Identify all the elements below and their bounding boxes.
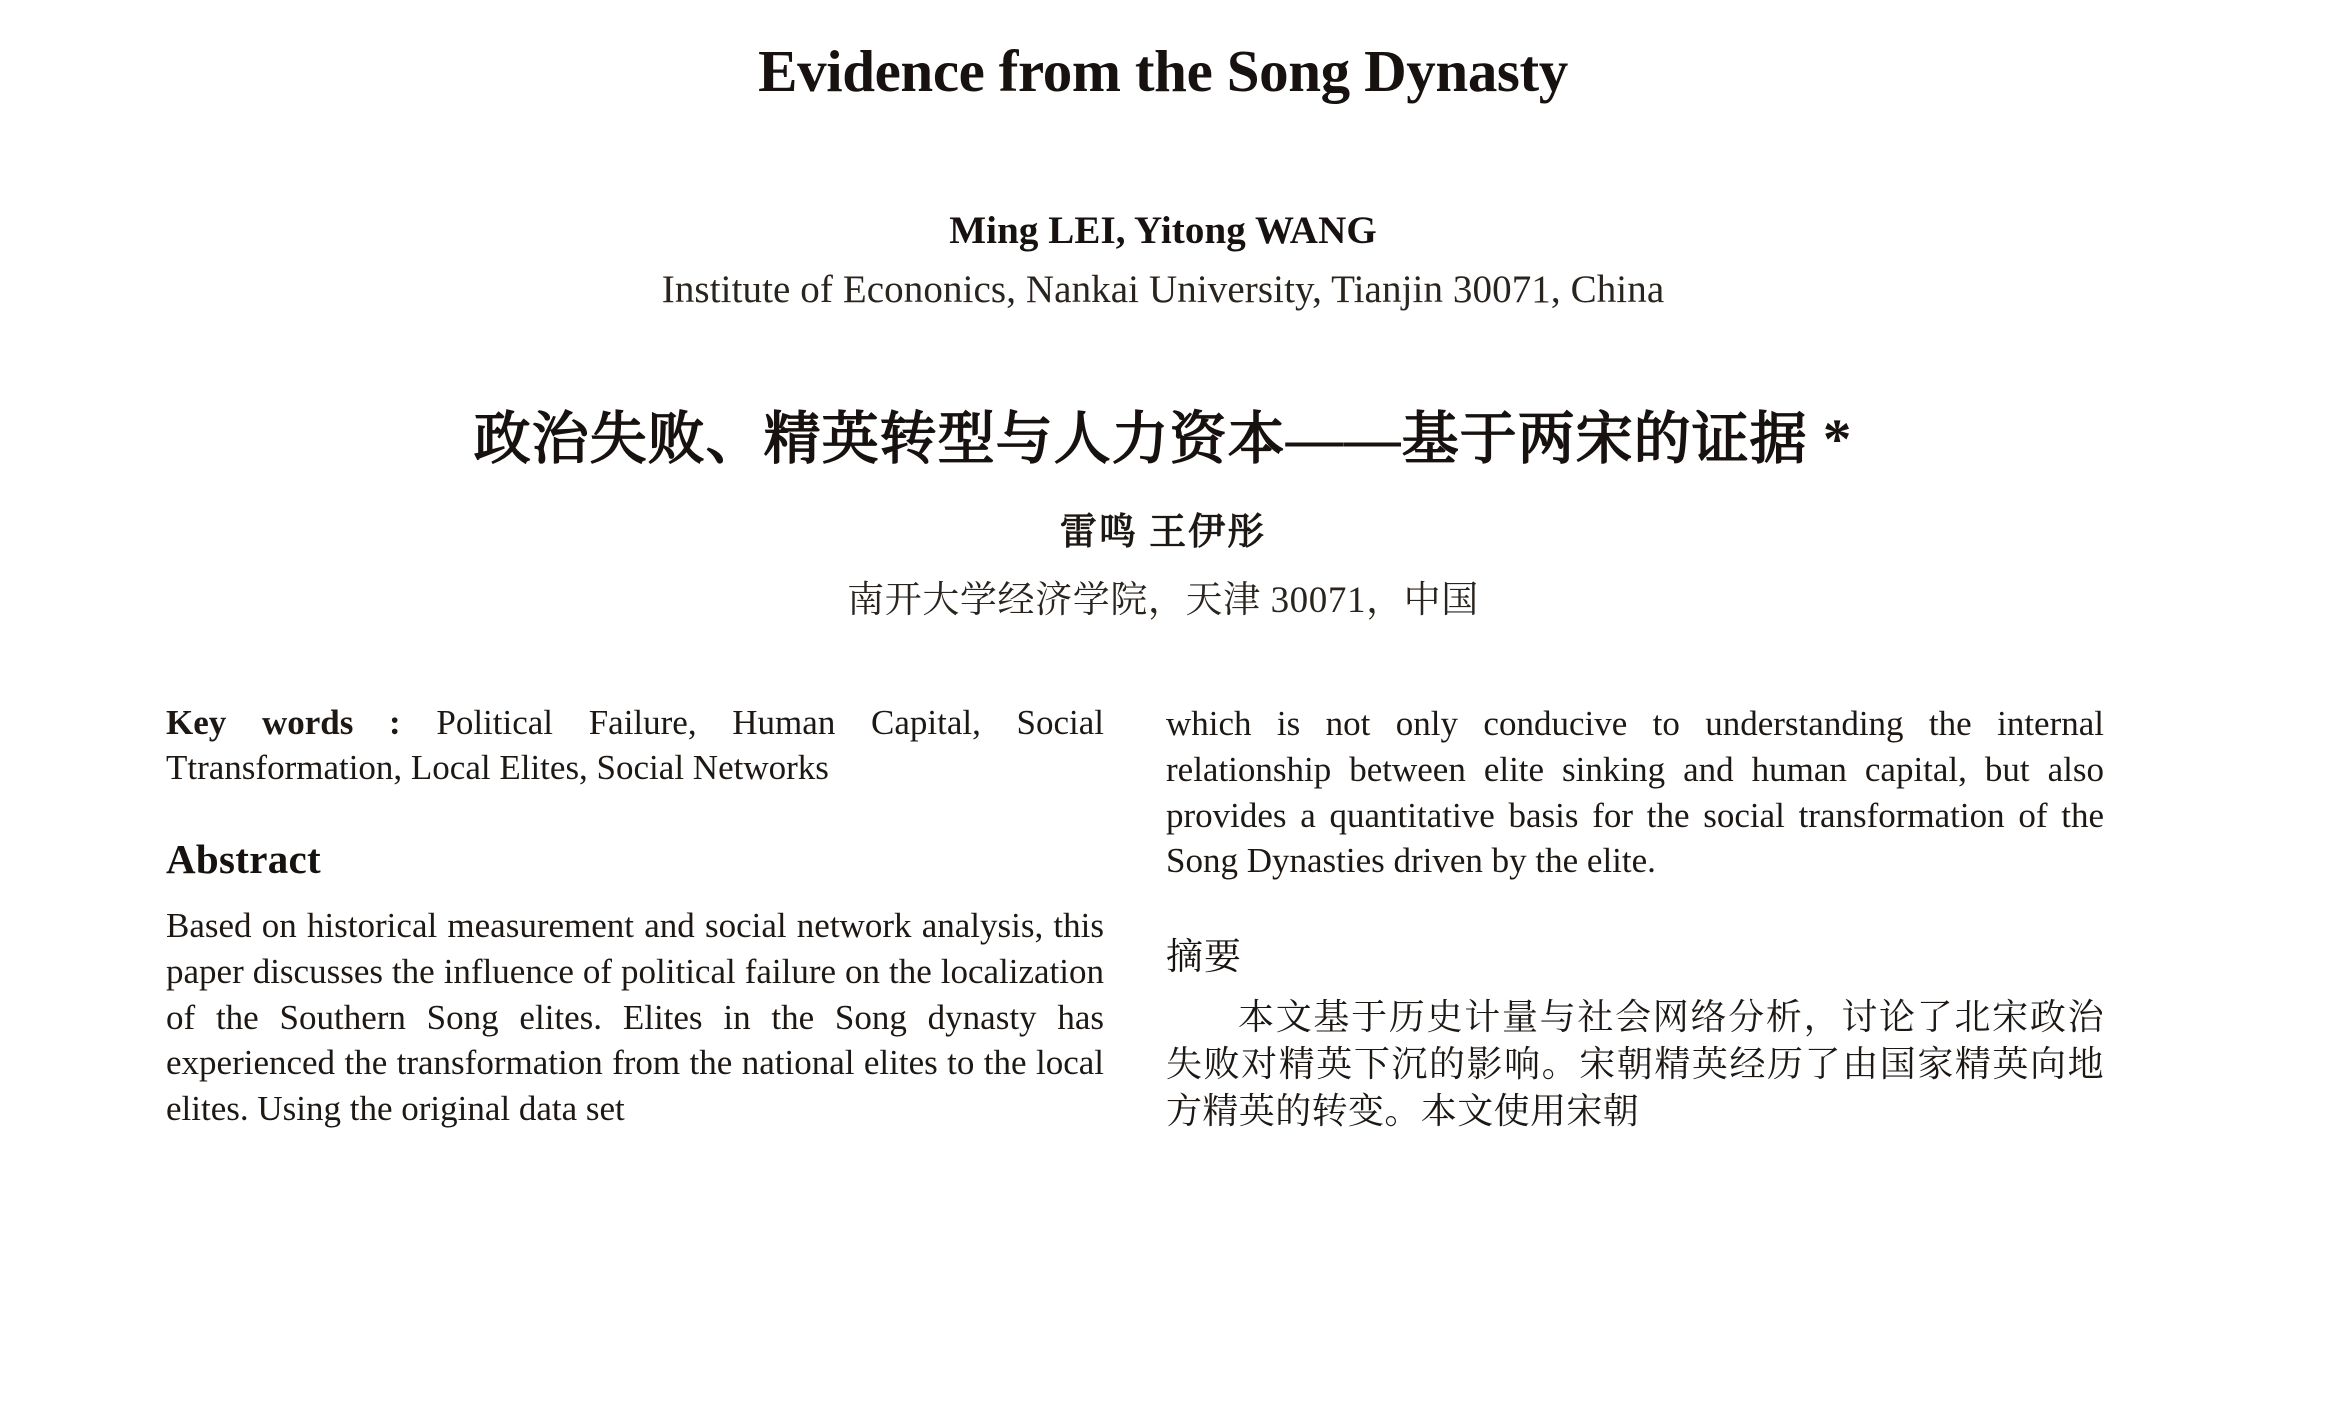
abstract-heading-english: Abstract — [166, 836, 321, 883]
abstract-body-english-continued: which is not only conducive to understanding the internal relationship between elite sinking and human capital, but also provides a quantitative basis for the social transformation of the Song Dynasties driven by the elite. — [1166, 704, 2104, 881]
page-title-chinese: 政治失败、精英转型与人力资本——基于两宋的证据 * — [473, 408, 1853, 472]
affiliation-chinese: 南开大学经济学院，天津 30071，中国 — [847, 580, 1479, 622]
keywords-line — [166, 701, 1104, 791]
abstract-heading-chinese: 摘要 — [1166, 937, 1242, 979]
abstract-body-english: Based on historical measurement and social network analysis, this paper discusses the influence of political failure on the localization of the Southern Song elites. Elites in the Song dynasty has experienced the transformation from the national elites to the local elites. Using the original data set — [166, 906, 1104, 1128]
right-column — [1166, 701, 2104, 1134]
abstract-body-chinese: 本文基于历史计量与社会网络分析，讨论了北宋政治失败对精英下沉的影响。宋朝精英经历了由国家精英向地方精英的转变。本文使用宋朝 — [1166, 997, 2104, 1131]
authors-chinese: 雷鸣 王伊彤 — [1059, 512, 1267, 554]
authors-english: Ming LEI, Yitong WANG — [949, 209, 1377, 253]
affiliation-english: Institute of Econonics, Nankai University, Tianjin 30071, China — [661, 268, 1665, 312]
two-column-body — [166, 701, 2160, 1134]
page-title-english: Evidence from the Song Dynasty — [758, 38, 1568, 104]
keywords-value: Political Failure, Human Capital, Social Ttransformation, Local Elites, Social Networks — [166, 703, 1105, 788]
paper-masthead — [166, 0, 2160, 623]
keywords-label: Key words : — [166, 703, 401, 743]
left-column — [166, 701, 1104, 1134]
